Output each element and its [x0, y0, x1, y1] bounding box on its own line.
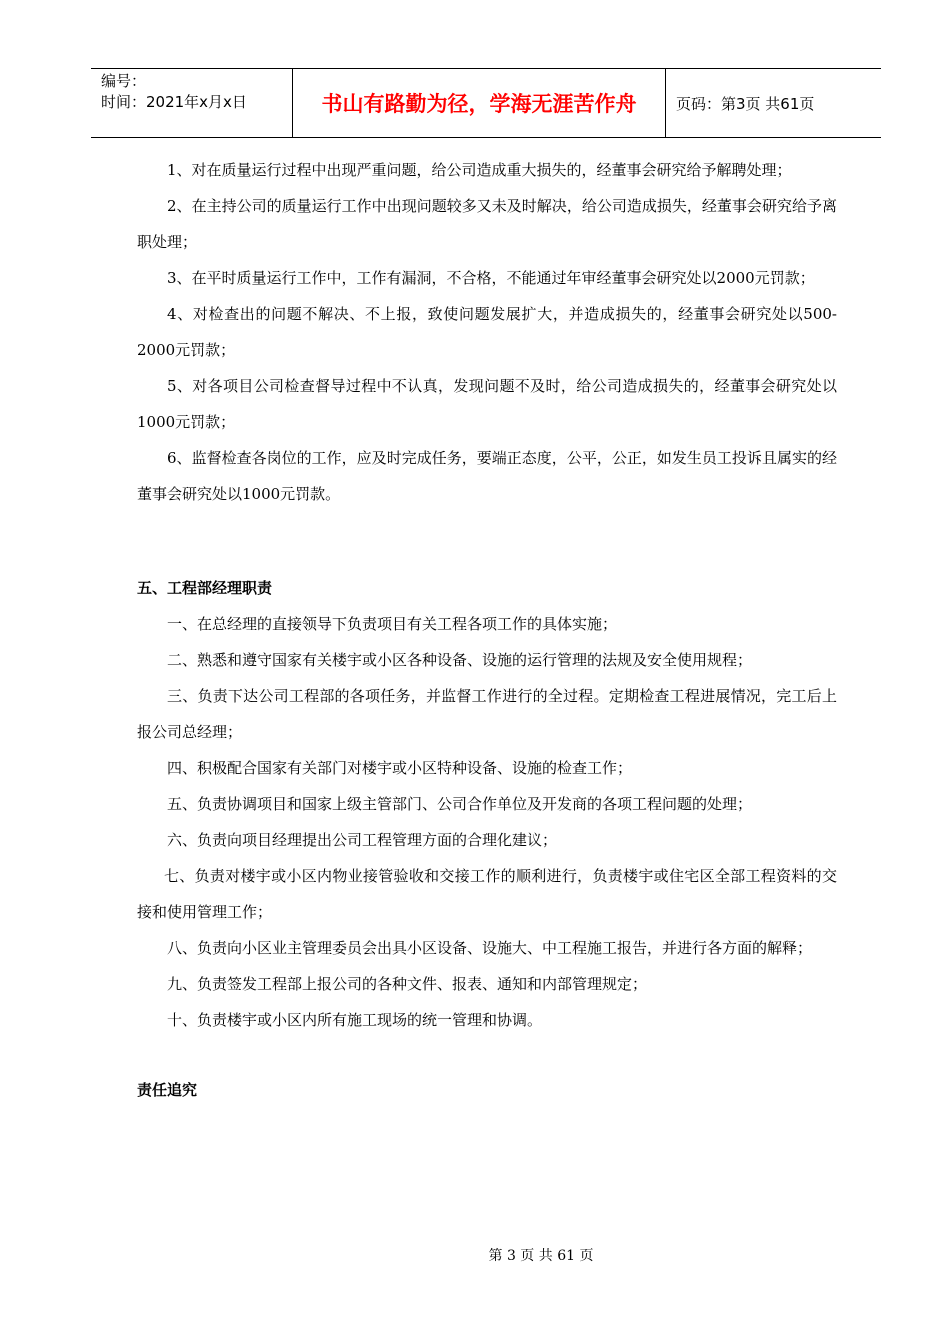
page-footer: 第 3 页 共 61 页 — [488, 1248, 594, 1264]
document-number-label: 编号： — [101, 72, 147, 90]
penalty-item-5: 5、对各项目公司检查督导过程中不认真，发现问题不及时，给公司造成损失的，经董事会研究处以1000元罚款； — [137, 377, 837, 431]
penalty-item-6: 6、监督检查各岗位的工作，应及时完成任务，要端正态度，公平，公正，如发生员工投诉且属实的经董事会研究处以1000元罚款。 — [137, 449, 837, 503]
section-spacer — [137, 512, 837, 570]
penalty-item-1: 1、对在质量运行过程中出现严重问题，给公司造成重大损失的，经董事会研究给予解聘处理； — [167, 161, 792, 179]
section-spacer — [137, 1038, 837, 1072]
duty-item-4: 四、积极配合国家有关部门对楼宇或小区特种设备、设施的检查工作； — [167, 759, 633, 777]
section-heading-accountability: 责任追究 — [137, 1081, 198, 1099]
duty-item-6: 六、负责向项目经理提出公司工程管理方面的合理化建议； — [167, 831, 558, 849]
duty-item-8: 八、负责向小区业主管理委员会出具小区设备、设施大、中工程施工报告，并进行各方面的解释； — [167, 939, 813, 957]
document-time-label: 时间：2021年x月x日 — [101, 93, 247, 111]
header-motto: 书山有路勤为径，学海无涯苦作舟 — [293, 69, 666, 137]
duty-item-9: 九、负责签发工程部上报公司的各种文件、报表、通知和内部管理规定； — [167, 975, 648, 993]
penalty-item-4: 4、对检查出的问题不解决、不上报，致使问题发展扩大，并造成损失的，经董事会研究处以500-2000元罚款； — [137, 305, 837, 359]
document-header — [91, 68, 881, 138]
duty-item-1: 一、在总经理的直接领导下负责项目有关工程各项工作的具体实施； — [167, 615, 618, 633]
header-meta — [91, 69, 293, 137]
document-body — [137, 152, 837, 1108]
section-heading-engineering-manager: 五、工程部经理职责 — [137, 579, 273, 597]
penalty-item-3: 3、在平时质量运行工作中，工作有漏洞，不合格，不能通过年审经董事会研究处以2000元罚款； — [167, 269, 815, 287]
header-page-number: 页码：第3页 共61页 — [676, 94, 815, 113]
duty-item-10: 十、负责楼宇或小区内所有施工现场的统一管理和协调。 — [167, 1011, 543, 1029]
duty-item-5: 五、负责协调项目和国家上级主管部门、公司合作单位及开发商的各项工程问题的处理； — [167, 795, 753, 813]
duty-item-3: 三、负责下达公司工程部的各项任务，并监督工作进行的全过程。定期检查工程进展情况，完工后上报公司总经理； — [137, 687, 837, 741]
duty-item-7: 七、负责对楼宇或小区内物业接管验收和交接工作的顺利进行，负责楼宇或住宅区全部工程资料的交接和使用管理工作； — [137, 867, 837, 921]
penalty-item-2: 2、在主持公司的质量运行工作中出现问题较多又未及时解决，给公司造成损失，经董事会研究给予离职处理； — [137, 197, 837, 251]
duty-item-2: 二、熟悉和遵守国家有关楼宇或小区各种设备、设施的运行管理的法规及安全使用规程； — [167, 651, 753, 669]
